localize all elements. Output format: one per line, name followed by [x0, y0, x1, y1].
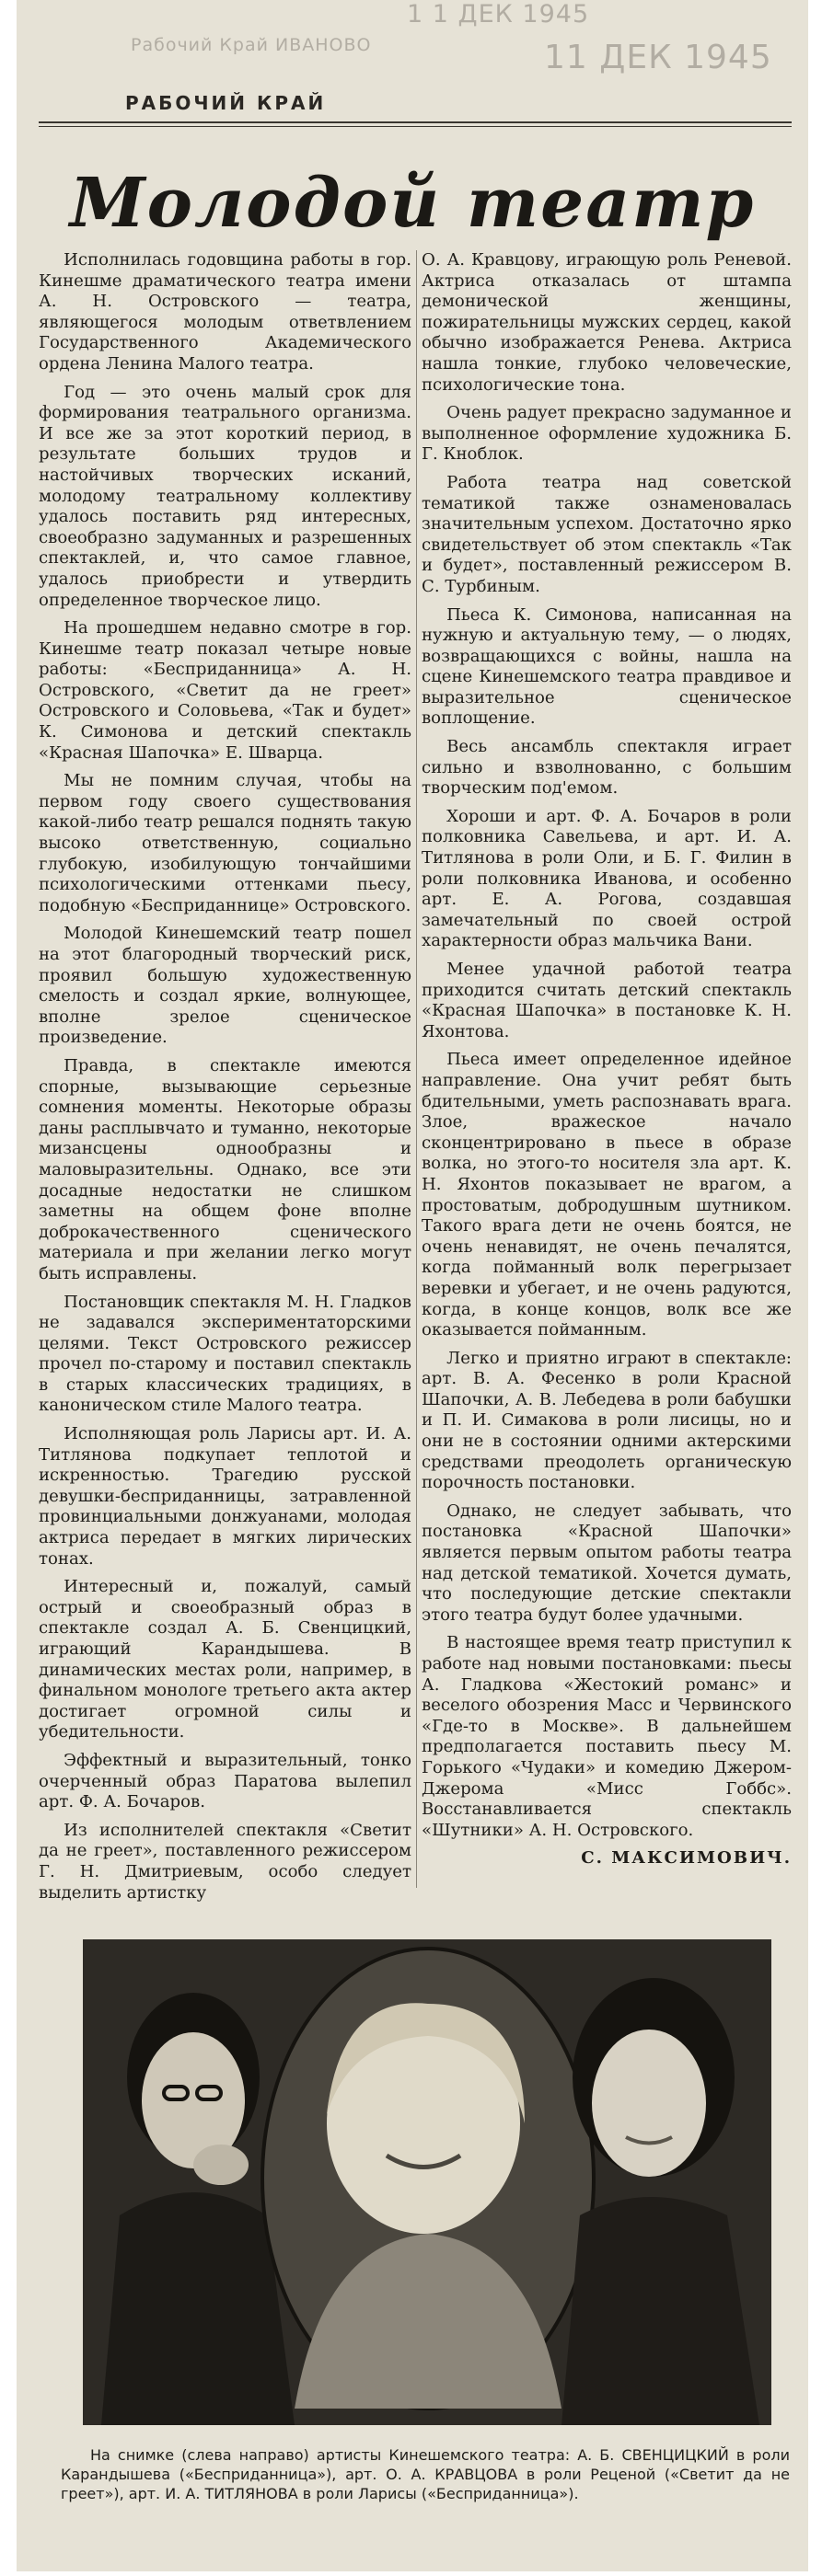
newspaper-clipping — [17, 0, 808, 2571]
paragraph: Из исполнителей спектакля «Светит да не греет», поставленного режиссером Г. Н. Дмитриевым, особо следует выделить артистку — [39, 1820, 411, 1903]
paragraph: Однако, не следует забывать, что постановка «Красной Шапочки» является первым опытом работы театра над детской тематикой. Хочется думать, что последующие детские спектакли этого театра будут более удачными. — [422, 1501, 792, 1625]
photo-caption: На снимке (слева направо) артисты Кинешемского театра: А. Б. СВЕНЦИЦКИЙ в роли Карандышева («Бесприданница»), арт. О. А. КРАВЦОВА в роли Реценой («Светит да не греет»), арт. И. А. ТИТЛЯНОВА в роли Ларисы («Бесприданница»). — [61, 2446, 790, 2502]
date-stamp-right: 11 ДЕК 1945 — [544, 39, 772, 76]
paragraph: На прошедшем недавно смотре в гор. Кинешме театр показал четыре новые работы: «Бесприданница» А. Н. Островского, «Светит да не греет» Островского и Соловьева, «Так и будет» К. Симонова и детский спектакль «Красная Шапочка» Е. Шварца. — [39, 618, 411, 763]
paragraph: Менее удачной работой театра приходится считать детский спектакль «Красная Шапочка» в постановке К. Н. Яхонтова. — [422, 960, 792, 1041]
paragraph: Пьеса имеет определенное идейное направление. Она учит ребят быть бдительными, уметь распознавать врага. Злое, вражеское начало сконцентрировано в пьесе в образе волка, но этого-то носителя зла арт. К. Н. Яхонтов показывает не врагом, а простоватым, добродушным шутником. Такого врага дети не очень боятся, не очень ненавидят, не очень печалятся, когда пойманный волк перегрызает веревки и убегает, и не очень радуются, когда, в конце концов, волк все же оказывается пойманным. — [422, 1050, 792, 1340]
date-stamp-top: 1 1 ДЕК 1945 — [407, 0, 590, 29]
masthead-rule-thin — [39, 126, 792, 127]
paragraph: Мы не помним случая, чтобы на первом году своего существования какой-либо театр решался поднять такую высоко ответственную, социально глубокую, изобилующую тончайшими психологическими оттенками пьесу, подобную «Бесприданнице» Островского. — [39, 771, 411, 915]
paragraph: О. А. Кравцову, играющую роль Реневой. Актриса отказалась от штампа демонической женщины, пожирательницы мужских сердец, какой обычно изображается Ренева. Актриса нашла тонкие, глубоко человеческие, психологические тона. — [422, 250, 792, 395]
newspaper-masthead: РАБОЧИЙ КРАЙ — [125, 92, 327, 114]
paper-mark-stamp: Рабочий Край ИВАНОВО — [131, 35, 372, 55]
paragraph: Пьеса К. Симонова, написанная на нужную и актуальную тему, — о людях, возвращающихся с войны, нашла на сцене Кинешемского театра правдивое и выразительное сценическое воплощение. — [422, 604, 792, 729]
paragraph: Хороши и арт. Ф. А. Бочаров в роли полковника Савельева, и арт. И. А. Титлянова в роли Оли, и Б. Г. Филин в роли полковника Иванова, и особенно арт. Е. А. Рогова, создавшая замечательный по своей острой характерности образ мальчика Вани. — [422, 806, 792, 951]
paragraph: Постановщик спектакля М. Н. Гладков не задавался экспериментаторскими целями. Текст Островского режиссер прочел по-старому и поставил спектакль в старых классических традициях, в каноническом стиле Малого театра. — [39, 1292, 411, 1416]
paragraph: Эффектный и выразительный, тонко очерченный образ Паратова вылепил арт. Ф. А. Бочаров. — [39, 1750, 411, 1812]
paragraph: Молодой Кинешемский театр пошел на этот благородный творческий риск, проявил большую художественную смелость и создал яркие, волнующее, вполне зрелое сценическое произведение. — [39, 924, 411, 1048]
paragraph: Интересный и, пожалуй, самый острый и своеобразный образ в спектакле создал А. Б. Свенцицкий, играющий Карандышева. В динамических местах роли, например, в финальном монологе третьего акта актер достигает огромной силы и убедительности. — [39, 1577, 411, 1742]
paragraph: В настоящее время театр приступил к работе над новыми постановками: пьесы А. Гладкова «Жестокий романс» и веселого обозрения Масс и Червинского «Где-то в Москве». В дальнейшем предполагается поставить пьесу М. Горького «Чудаки» и комедию Джером-Джерома «Мисс Гоббс». Восстанавливается спектакль «Шутники» А. Н. Островского. — [422, 1633, 792, 1840]
paragraph: Весь ансамбль спектакля играет сильно и взволнованно, с большим творческим под'емом. — [422, 737, 792, 799]
masthead-rule — [39, 121, 792, 123]
paragraph: Исполняющая роль Ларисы арт. И. А. Титлянова подкупает теплотой и искренностью. Трагедию русской девушки-бесприданницы, затравленной провинциальными донжуанами, молодая актриса передает в мягких лирических тонах. — [39, 1424, 411, 1569]
photo-illustration — [83, 1939, 771, 2425]
paragraph: Исполнилась годовщина работы в гор. Кинешме драматического театра имени А. Н. Островского — театра, являющегося молодым ответвлением Государственного Академического ордена Ленина Малого театра. — [39, 250, 411, 374]
left-column — [39, 250, 411, 1911]
paragraph: Правда, в спектакле имеются спорные, вызывающие серьезные сомнения моменты. Некоторые образы даны расплывчато и туманно, некоторые мизансцены однообразны и маловыразительны. Однако, все эти досадные недостатки не слишком заметны на общем фоне вполне доброкачественного сценического материала и при желании легко могут быть исправлены. — [39, 1055, 411, 1283]
paragraph: Очень радует прекрасно задуманное и выполненное оформление художника Б. Г. Кноблок. — [422, 403, 792, 465]
author-signature: С. МАКСИМОВИЧ. — [581, 1848, 792, 1869]
paragraph: Легко и приятно играют в спектакле: арт. В. А. Фесенко в роли Красной Шапочки, А. В. Лебедева в роли бабушки и П. И. Симакова в роли лисицы, но и они не в состоянии одними актерскими средствами преодолеть органическую порочность постановки. — [422, 1348, 792, 1493]
article-headline: Молодой театр — [69, 164, 756, 243]
column-divider — [416, 250, 417, 1888]
paragraph: Работа театра над советской тематикой также ознаменовалась значительным успехом. Достаточно ярко свидетельствует об этом спектакль «Так и будет», поставленный режиссером В. С. Турбиным. — [422, 472, 792, 596]
paragraph: Год — это очень малый срок для формирования театрального организма. И все же за этот короткий период, в результате больших трудов и настойчивых творческих исканий, молодому театральному коллективу удалось поставить ряд интересных, своеобразно задуманных и разрешенных спектаклей, и, что самое главное, удалось приобрести и утвердить определенное творческое лицо. — [39, 382, 411, 610]
actors-photo — [83, 1939, 771, 2425]
right-column — [422, 250, 792, 1869]
actress-center-oval — [262, 1949, 594, 2409]
